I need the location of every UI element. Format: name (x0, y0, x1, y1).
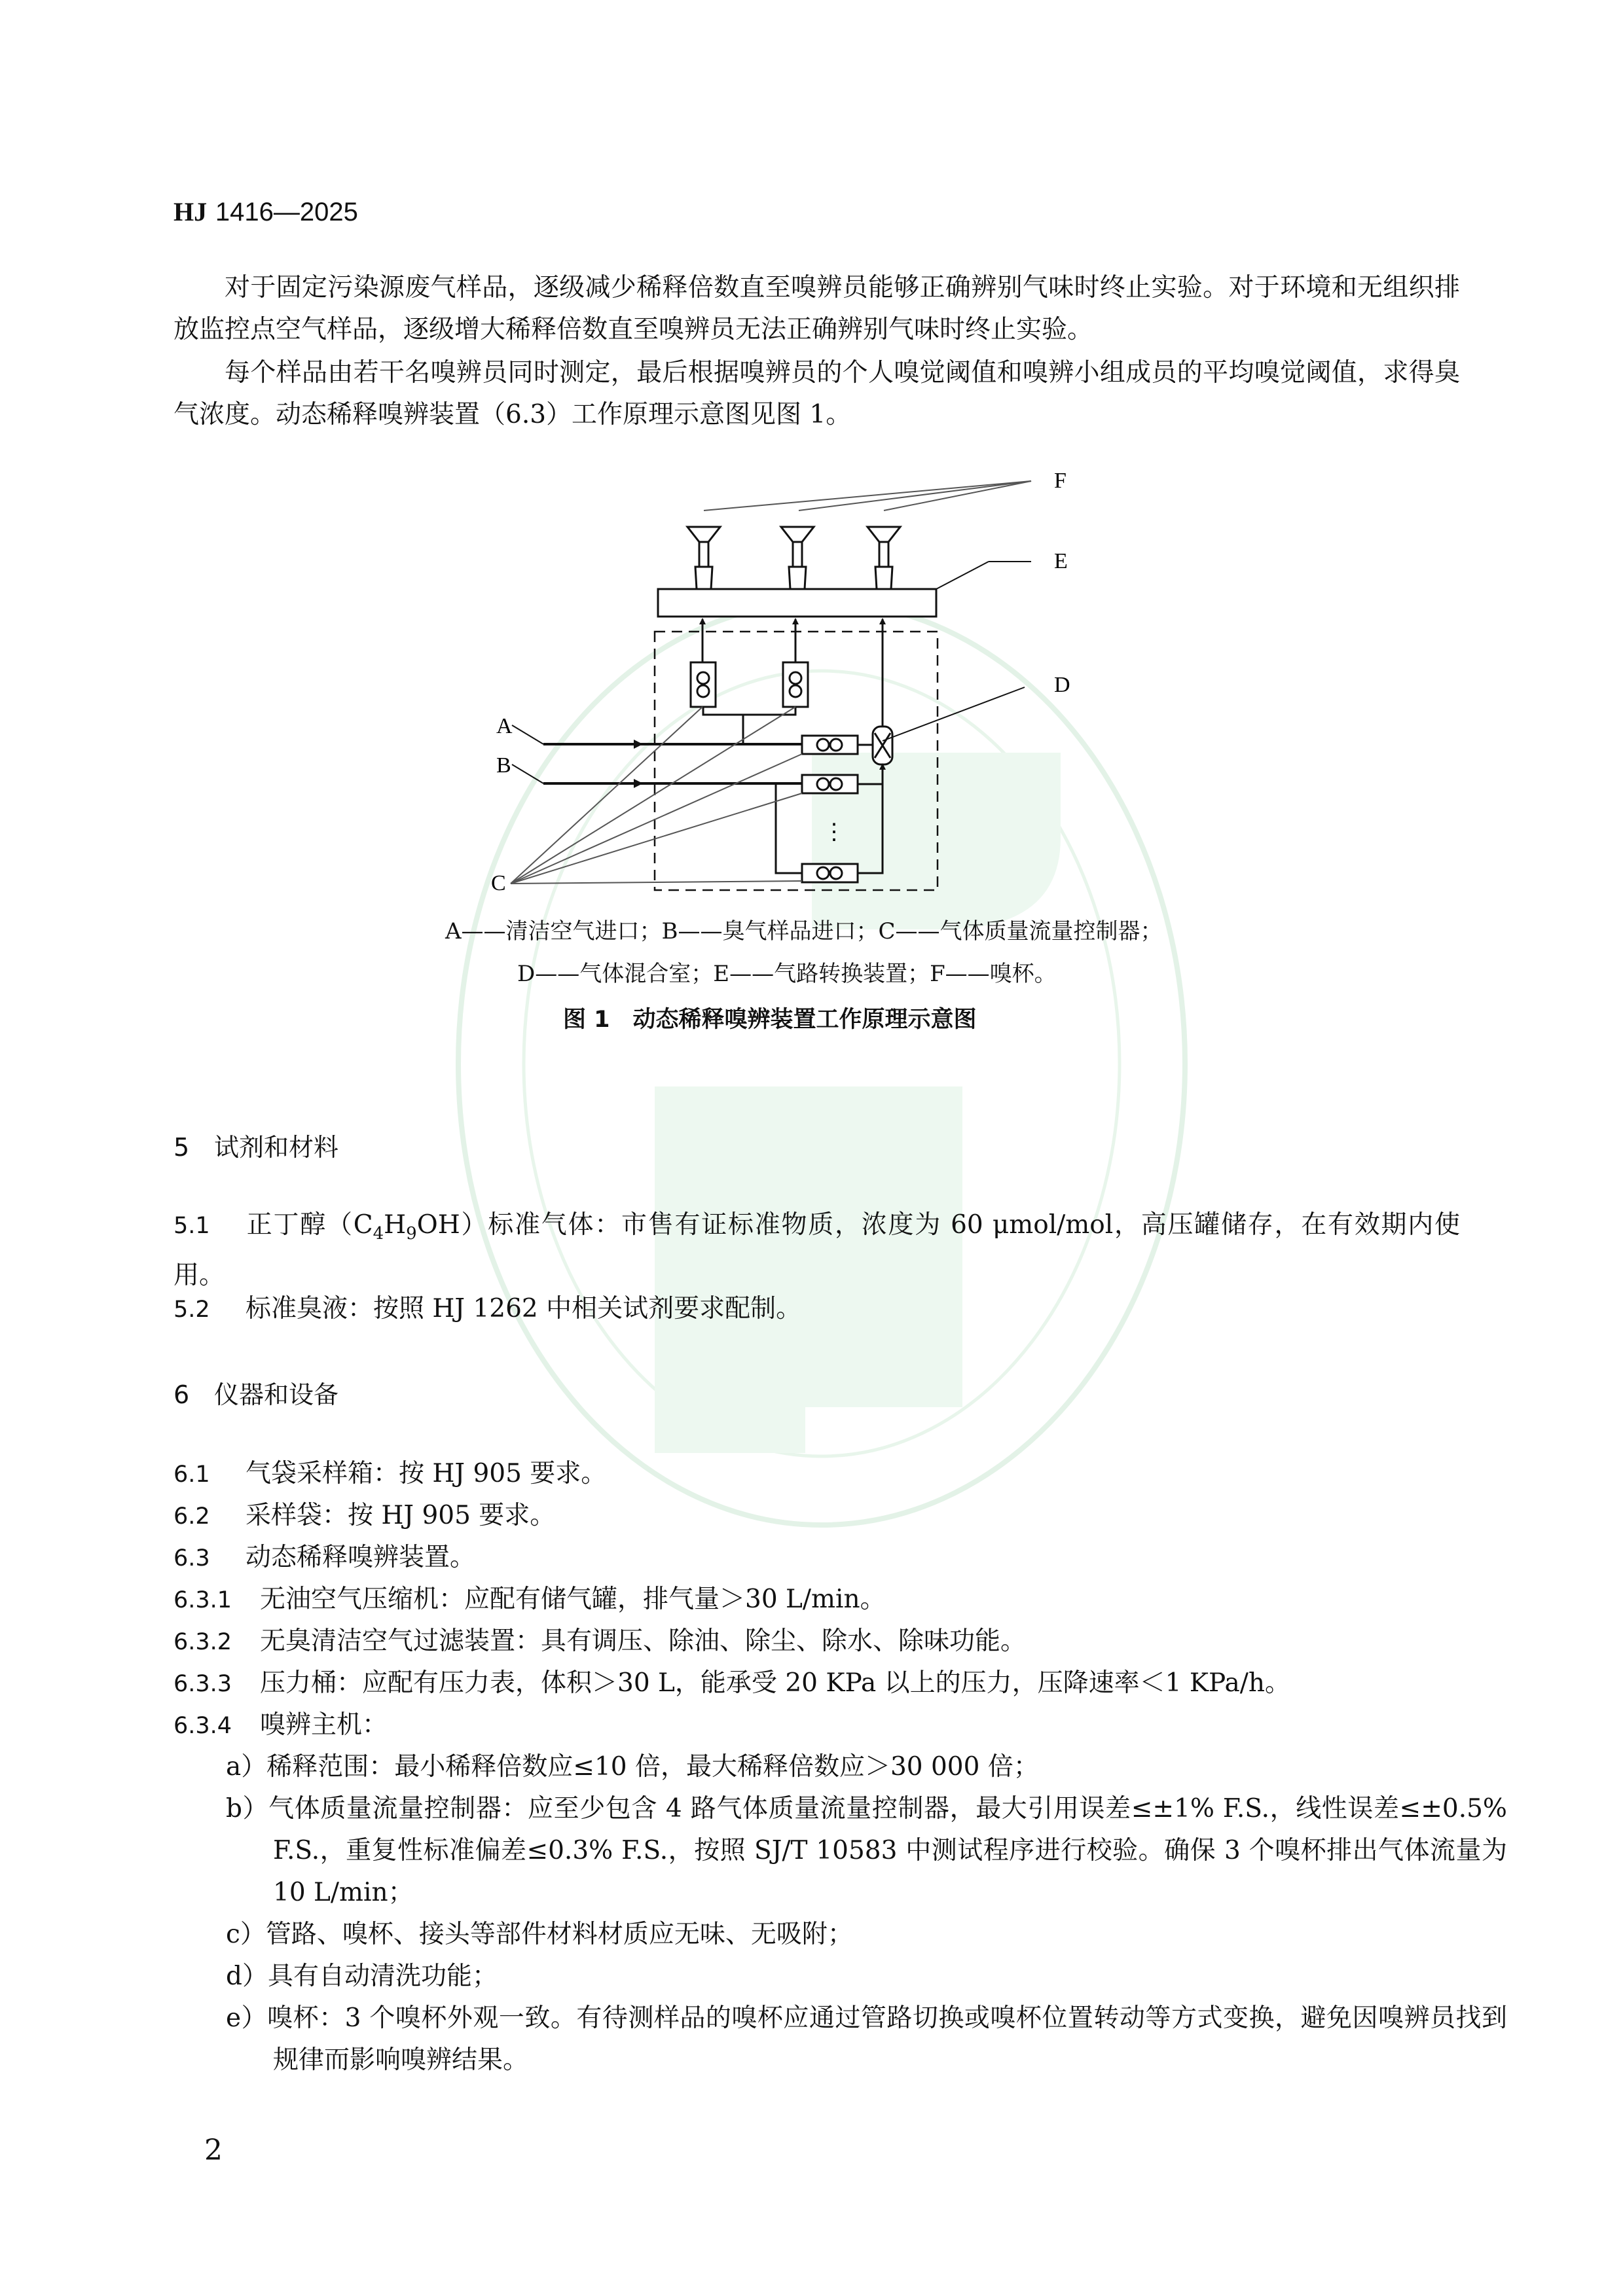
item-6-3-4: 6.3.4 嗅辨主机： (173, 1710, 388, 1740)
label-e: E (1054, 549, 1068, 573)
section-6-heading (173, 1374, 338, 1410)
section-title: 试剂和材料 (214, 1133, 339, 1162)
item-6-2: 6.2 采样袋：按 HJ 905 要求。 (173, 1501, 556, 1530)
item-5-1: 5.1 正丁醇$(C_4H_9OH)$标准气体：市售有证标准物质，浓度为 60 μmol/mol，高压罐储存，在有效期内使用。 (173, 1210, 1461, 1290)
label-c: C (491, 871, 506, 895)
label-d: D (1054, 673, 1070, 697)
subitem-e: e）嗅杯：3 个嗅杯外观一致。有待测样品的嗅杯应通过管路切换或嗅杯位置转动等方式变换，避免因嗅辨员找到规律而影响嗅辨结果。 (226, 2003, 1507, 2075)
item-6-1: 6.1 气袋采样箱：按 HJ 905 要求。 (173, 1459, 607, 1488)
subitem-a: a）稀释范围：最小稀释倍数应≤10 倍，最大稀释倍数应＞30 000 倍； (226, 1752, 1039, 1782)
subitem-d: d）具有自动清洗功能； (226, 1962, 498, 1991)
intro-paragraph-2: 每个样品由若干名嗅辨员同时测定，最后根据嗅辨员的个人嗅觉阈值和嗅辨小组成员的平均嗅觉阈值，求得臭气浓度。动态稀释嗅辨装置（6.3）工作原理示意图见图 1。 (173, 358, 1460, 429)
leader-lines-f (704, 481, 1031, 511)
page-number: 2 (204, 2134, 223, 2167)
intro-paragraph-1: 对于固定污染源废气样品，逐级减少稀释倍数直至嗅辨员能够正确辨别气味时终止实验。对于环境和无组织排放监控点空气样品，逐级增大稀释倍数直至嗅辨员无法正确辨别气味时终止实验。 (173, 273, 1460, 344)
section-number: 5 (173, 1133, 190, 1162)
figure-legend-line-2: D——气体混合室；E——气路转换装置；F——嗅杯。 (517, 961, 1057, 987)
flow-controller-horizontal-2 (802, 775, 858, 793)
item-6-3: 6.3 动态稀释嗅辨装置。 (173, 1543, 476, 1572)
figure-1-diagram (471, 458, 1100, 916)
section-5-heading (173, 1127, 338, 1163)
sniff-cup-2 (781, 527, 814, 589)
item-6-3-1: 6.3.1 无油空气压缩机：应配有储气罐，排气量＞30 L/min。 (173, 1585, 886, 1614)
sniff-cup-1 (687, 527, 720, 589)
section-title: 仪器和设备 (214, 1380, 339, 1409)
item-6-3-3: 6.3.3 压力桶：应配有压力表，体积＞30 L，能承受 20 KPa 以上的压力，压降速率＜1 KPa/h。 (173, 1668, 1290, 1698)
subitem-b: b）气体质量流量控制器：应至少包含 4 路气体质量流量控制器，最大引用误差≤±1% F.S.，线性误差≤±0.5% F.S.，重复性标准偏差≤0.3% F.S.，按照 SJ/T 10583 中测试程序进行校验。确保 3 个嗅杯排出气体流量为 10 L/min； (226, 1794, 1507, 1907)
subitem-c: c）管路、嗅杯、接头等部件材料材质应无味、无吸附； (226, 1920, 853, 1949)
item-5-2: 5.2 标准臭液：按照 HJ 1262 中相关试剂要求配制。 (173, 1294, 802, 1323)
standard-header (173, 196, 358, 227)
section-number: 6 (173, 1380, 190, 1409)
flow-controller-horizontal-1 (802, 736, 858, 754)
label-f: F (1054, 469, 1067, 493)
gas-mixing-chamber (873, 726, 892, 764)
flow-controller-vertical-1 (691, 662, 716, 707)
figure-legend-line-1: A——清洁空气进口；B——臭气样品进口；C——气体质量流量控制器； (445, 918, 1163, 944)
figure-caption: 图 1 动态稀释嗅辨装置工作原理示意图 (563, 1007, 977, 1033)
leader-lines-c (511, 707, 802, 884)
label-b: B (496, 753, 511, 778)
std-number: 1416—2025 (215, 198, 358, 226)
item-6-3-2: 6.3.2 无臭清洁空气过滤装置：具有调压、除油、除尘、除水、除味功能。 (173, 1626, 1027, 1656)
label-a: A (496, 714, 513, 738)
gas-switching-device (658, 589, 936, 617)
more-controllers-dots: ⋮ (823, 820, 845, 844)
std-code: HJ (173, 197, 208, 226)
sniff-cup-3 (867, 527, 900, 589)
flow-controller-vertical-2 (783, 662, 808, 707)
flow-controller-horizontal-3 (802, 864, 858, 882)
